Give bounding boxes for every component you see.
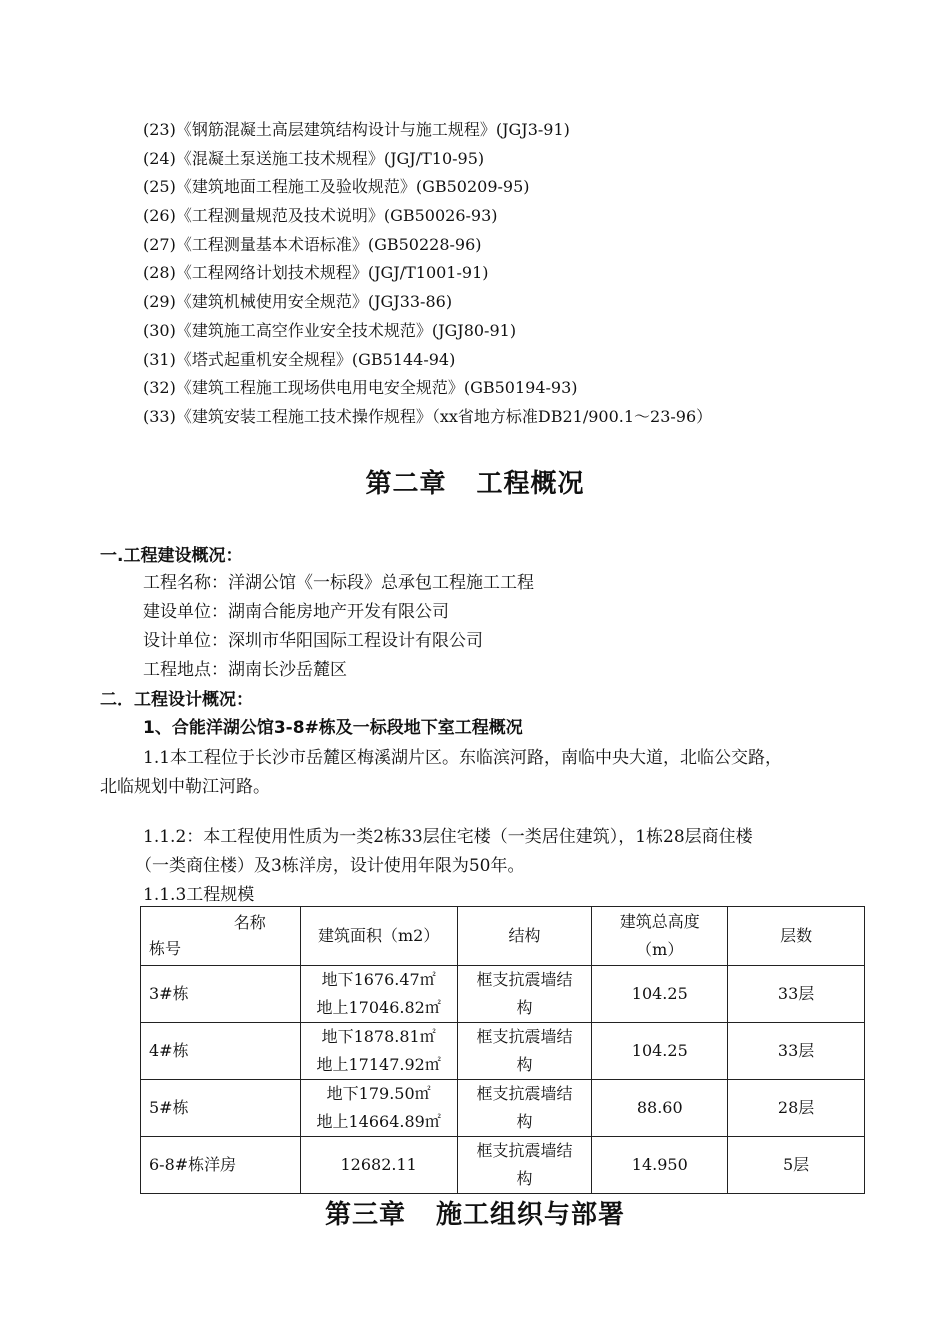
header-building-no: 栋号 bbox=[149, 939, 182, 958]
table-row bbox=[141, 1137, 865, 1194]
table-header-row bbox=[141, 907, 865, 966]
subsection-heading: 1、合能洋湖公馆3-8#栋及一标段地下室工程概况 bbox=[143, 718, 523, 738]
cell-building: 6-8#栋洋房 bbox=[141, 1137, 301, 1194]
structure-line-2: 构 bbox=[516, 1112, 533, 1131]
paragraph-1-line-2: 北临规划中勒江河路。 bbox=[100, 777, 270, 797]
structure-line-2: 构 bbox=[516, 998, 533, 1017]
reference-item: (24)《混凝土泵送施工技术规程》(JGJ/T10-95) bbox=[143, 148, 485, 168]
header-height bbox=[592, 907, 728, 966]
header-floors: 层数 bbox=[728, 907, 865, 966]
header-structure: 结构 bbox=[457, 907, 592, 966]
chapter-3-heading bbox=[0, 1194, 950, 1231]
cell-height: 88.60 bbox=[592, 1080, 728, 1137]
cell-area bbox=[300, 1080, 457, 1137]
cell-height: 104.25 bbox=[592, 966, 728, 1023]
reference-item: (26)《工程测量规范及技术说明》(GB50026-93) bbox=[143, 206, 498, 226]
reference-item: (33)《建筑安装工程施工技术操作规程》（xx省地方标准DB21/900.1～23-96） bbox=[143, 406, 713, 426]
project-scale-table bbox=[140, 906, 865, 1194]
cell-floors: 33层 bbox=[728, 1023, 865, 1080]
chapter-title: 工程概况 bbox=[476, 469, 585, 499]
project-location: 工程地点：湖南长沙岳麓区 bbox=[143, 660, 347, 680]
paragraph-2-line-2: （一类商住楼）及3栋洋房，设计使用年限为50年。 bbox=[135, 856, 525, 876]
paragraph-1-line-1: 1.1本工程位于长沙市岳麓区梅溪湖片区。东临滨河路，南临中央大道，北临公交路， bbox=[143, 748, 783, 768]
table-row bbox=[141, 1023, 865, 1080]
reference-item: (28)《工程网络计划技术规程》(JGJ/T1001-91) bbox=[143, 263, 489, 283]
area-underground: 地下1878.81㎡ bbox=[321, 1027, 436, 1046]
cell-building: 4#栋 bbox=[141, 1023, 301, 1080]
header-area: 建筑面积（m2） bbox=[300, 907, 457, 966]
reference-item: (25)《建筑地面工程施工及验收规范》(GB50209-95) bbox=[143, 177, 530, 197]
cell-floors: 5层 bbox=[728, 1137, 865, 1194]
table-row bbox=[141, 1080, 865, 1137]
header-height-line-2: （m） bbox=[636, 940, 684, 959]
structure-line-2: 构 bbox=[516, 1055, 533, 1074]
scale-label: 1.1.3工程规模 bbox=[143, 885, 255, 905]
structure-line-1: 框支抗震墙结 bbox=[476, 1027, 573, 1046]
header-diagonal-cell bbox=[141, 907, 301, 966]
design-unit: 设计单位：深圳市华阳国际工程设计有限公司 bbox=[143, 631, 483, 651]
reference-item: (29)《建筑机械使用安全规范》(JGJ33-86) bbox=[143, 292, 453, 312]
reference-item: (23)《钢筋混凝土高层建筑结构设计与施工规程》(JGJ3-91) bbox=[143, 120, 570, 139]
reference-item: (32)《建筑工程施工现场供电用电安全规范》(GB50194-93) bbox=[143, 378, 578, 398]
chapter-title: 施工组织与部署 bbox=[436, 1200, 626, 1230]
section-1-heading: 一.工程建设概况： bbox=[100, 546, 243, 566]
structure-line-2: 构 bbox=[516, 1169, 533, 1188]
cell-height: 104.25 bbox=[592, 1023, 728, 1080]
cell-area bbox=[300, 1023, 457, 1080]
area-underground: 地下1676.47㎡ bbox=[321, 970, 436, 989]
area-aboveground: 地上17147.92㎡ bbox=[316, 1055, 441, 1074]
cell-floors: 28层 bbox=[728, 1080, 865, 1137]
area-aboveground: 地上17046.82㎡ bbox=[316, 998, 441, 1017]
header-name: 名称 bbox=[233, 913, 266, 932]
reference-item: (27)《工程测量基本术语标准》(GB50228-96) bbox=[143, 234, 482, 254]
cell-structure bbox=[457, 1080, 592, 1137]
cell-structure bbox=[457, 1137, 592, 1194]
paragraph-2-line-1: 1.1.2：本工程使用性质为一类2栋33层住宅楼（一类居住建筑），1栋28层商住楼 bbox=[143, 827, 753, 847]
cell-building: 5#栋 bbox=[141, 1080, 301, 1137]
cell-area bbox=[300, 966, 457, 1023]
reference-item: (30)《建筑施工高空作业安全技术规范》(JGJ80-91) bbox=[143, 320, 517, 340]
cell-floors: 33层 bbox=[728, 966, 865, 1023]
table-row bbox=[141, 966, 865, 1023]
client-unit: 建设单位：湖南合能房地产开发有限公司 bbox=[143, 602, 449, 622]
chapter-2-heading bbox=[0, 463, 950, 500]
area-underground: 地下179.50㎡ bbox=[326, 1084, 431, 1103]
cell-building: 3#栋 bbox=[141, 966, 301, 1023]
area-aboveground: 地上14664.89㎡ bbox=[316, 1112, 441, 1131]
structure-line-1: 框支抗震墙结 bbox=[476, 1084, 573, 1103]
project-name: 工程名称：洋湖公馆《一标段》总承包工程施工工程 bbox=[143, 573, 534, 593]
structure-line-1: 框支抗震墙结 bbox=[476, 1141, 573, 1160]
reference-list bbox=[143, 118, 903, 434]
chapter-number: 第二章 bbox=[365, 469, 447, 499]
cell-structure bbox=[457, 966, 592, 1023]
header-height-line-1: 建筑总高度 bbox=[619, 912, 700, 931]
structure-line-1: 框支抗震墙结 bbox=[476, 970, 573, 989]
chapter-number: 第三章 bbox=[324, 1200, 406, 1230]
section-2-heading: 二．工程设计概况： bbox=[100, 690, 253, 710]
cell-structure bbox=[457, 1023, 592, 1080]
reference-item: (31)《塔式起重机安全规程》(GB5144-94) bbox=[143, 349, 456, 369]
cell-area: 12682.11 bbox=[300, 1137, 457, 1194]
cell-height: 14.950 bbox=[592, 1137, 728, 1194]
